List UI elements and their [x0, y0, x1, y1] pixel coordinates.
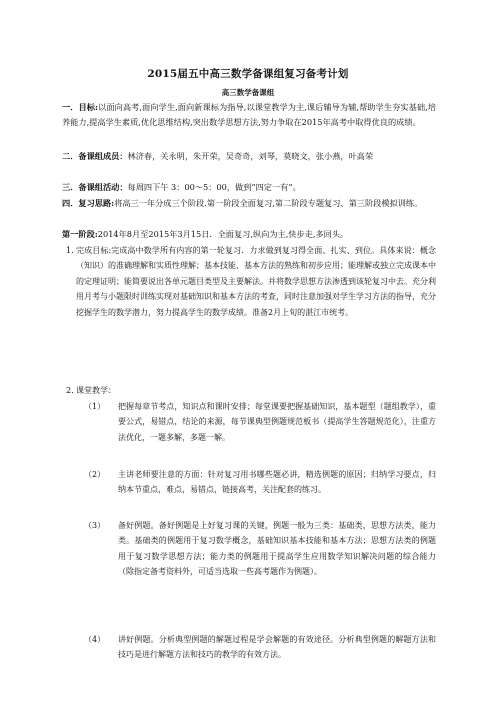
stage-one-text: 2014年8月至2015年3月15日．全面复习,纵向为主,快步走,多回头。 — [97, 229, 349, 239]
sub-item-2-text: 主讲老师要注意的方面：针对复习用书哪些题必讲，精选例题的原因；归纳学习要点，归纳本节重点，难点，易错点，链接高考，关注配套的练习。 — [118, 470, 436, 495]
item-2-number: 2. — [66, 386, 74, 395]
section-goal — [62, 100, 436, 131]
sub-item-1-number: （1） — [84, 402, 106, 411]
item-1-number: 1. — [66, 246, 74, 255]
section-activity — [62, 180, 436, 195]
sub-item-3-text: 备好例题。备好例题是上好复习课的关键，例题一般为三类：基础类，思想方法类，能力类。基础类的例题用于复习数学概念，基础知识基本技能和基本方法；思想方法类的例题用于复习数学思想方法；能力类的例题用于提高学生应用数学知识解决问题的综合能力（除指定备考资料外，可适当选取一些高考题作为例题）。 — [118, 521, 436, 577]
section-activity-text: 每周四下午 3：00～5：00，做到“四定一有”。 — [127, 182, 301, 192]
sub-item-3-number: （3） — [84, 521, 106, 530]
item-2-text: 课堂教学： — [76, 386, 116, 395]
sub-item-2-number: （2） — [84, 470, 106, 479]
section-goal-heading: 一．目标: — [62, 102, 99, 112]
section-goal-text: 以面向高考,面向学生,面向新课标为指导,以课堂教学为主,课后辅导为辅,帮助学生夯实基础,培养能力,提高学生素质,优化思维结构,突出数学思想方法,努力争取在2015年高考中取得优良的成绩。 — [62, 102, 436, 128]
item-1-text: 完成目标:完成高中数学所有内容的第一轮复习．力求做到复习得全面、扎实、到位。具体来说：概念（知识）的准确理解和实质性理解；基本技能、基本方法的熟练和初步应用；能理解或独立完成课本中的定理证明；能简要说出各单元题目类型及主要解法。并将数学思想方法渗透到该轮复习中去。充分利用月考与小题限时训练实现对基础知识和基本方法的考查，同时注意加强对学生学习方法的指导，充分挖掘学生的数学潜力，努力提高学生的数学成绩。准备2月上旬的湛江市统考。 — [76, 246, 436, 317]
section-activity-heading: 三．备课组活动： — [62, 182, 128, 192]
sub-item-4-number: （4） — [84, 635, 106, 644]
sub-item-1-text: 把握每章节考点，知识点和课时安排；每堂课要把握基础知识，基本题型（题组教学），重要公式，易错点，结论的来源，每节课典型例题规范板书（提高学生答题规范化），注重方法优化，一题多解，多题一解。 — [118, 402, 436, 442]
sub-item-4-text: 讲好例题。分析典型例题的解题过程是学会解题的有效途径。分析典型例题的解题方法和技巧是进行解题方法和技巧的教学的有效方法。 — [118, 635, 436, 660]
section-approach-text: 将高三一年分成三个阶段.第一阶段全面复习,第二阶段专题复习、第三阶段模拟训练。 — [114, 198, 423, 208]
stage-one — [62, 227, 436, 242]
section-approach-heading: 四．复习思路: — [62, 198, 115, 208]
section-members-text: 林济春，关永明，朱开荣，吴奇奇，刘琴，莫晓文，张小燕，叶高荣 — [127, 151, 374, 161]
document-title: 2015届五中高三数学备课组复习备考计划 — [147, 68, 349, 80]
section-members-heading: 二．备课组成员： — [62, 151, 128, 161]
document-subtitle: 高三数学备课组 — [221, 88, 275, 97]
section-approach — [62, 196, 436, 211]
section-members — [62, 149, 436, 164]
stage-one-heading: 第一阶段: — [62, 229, 98, 239]
